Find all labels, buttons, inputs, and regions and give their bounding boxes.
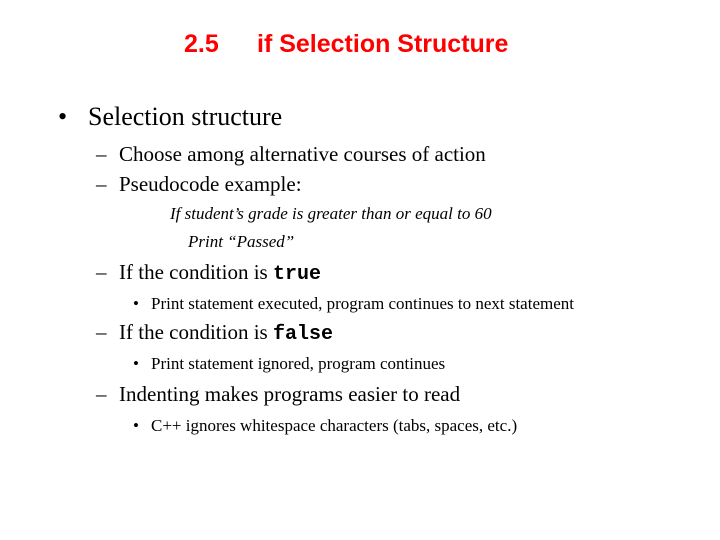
bullet-marker: • bbox=[58, 102, 68, 131]
pseudocode-line-2: Print “Passed” bbox=[188, 232, 295, 251]
detail-text: Print statement ignored, program continues bbox=[151, 354, 446, 373]
sub-bullet-text: Indenting makes programs easier to read bbox=[119, 382, 461, 406]
bullet-marker: • bbox=[133, 294, 139, 313]
bullet-marker: • bbox=[133, 354, 139, 373]
detail-text: C++ ignores whitespace characters (tabs, spaces, etc.) bbox=[151, 416, 518, 435]
section-number: 2.5 bbox=[184, 30, 219, 58]
detail-true bbox=[133, 294, 574, 314]
code-true: true bbox=[272, 263, 321, 286]
dash-marker: – bbox=[96, 142, 107, 166]
pseudocode-line-1: If student’s grade is greater than or equal to 60 bbox=[170, 204, 492, 223]
sub-bullet-true bbox=[96, 260, 321, 286]
sub-bullet-pseudocode bbox=[96, 172, 302, 197]
main-bullet bbox=[58, 102, 282, 132]
sub-bullet-choose bbox=[96, 142, 486, 167]
sub-bullet-false bbox=[96, 320, 333, 346]
dash-marker: – bbox=[96, 382, 107, 406]
section-title: if Selection Structure bbox=[257, 30, 509, 58]
main-bullet-text: Selection structure bbox=[88, 102, 283, 131]
detail-false bbox=[133, 354, 445, 374]
dash-marker: – bbox=[96, 172, 107, 196]
detail-whitespace bbox=[133, 416, 517, 436]
dash-marker: – bbox=[96, 260, 107, 284]
sub-bullet-indenting bbox=[96, 382, 460, 407]
bullet-marker: • bbox=[133, 416, 139, 435]
sub-bullet-text: If the condition is bbox=[119, 320, 273, 344]
dash-marker: – bbox=[96, 320, 107, 344]
detail-text: Print statement executed, program continues to next statement bbox=[151, 294, 574, 313]
code-false: false bbox=[272, 323, 333, 346]
sub-bullet-text: Pseudocode example: bbox=[119, 172, 302, 196]
sub-bullet-text: Choose among alternative courses of action bbox=[119, 142, 486, 166]
sub-bullet-text: If the condition is bbox=[119, 260, 273, 284]
